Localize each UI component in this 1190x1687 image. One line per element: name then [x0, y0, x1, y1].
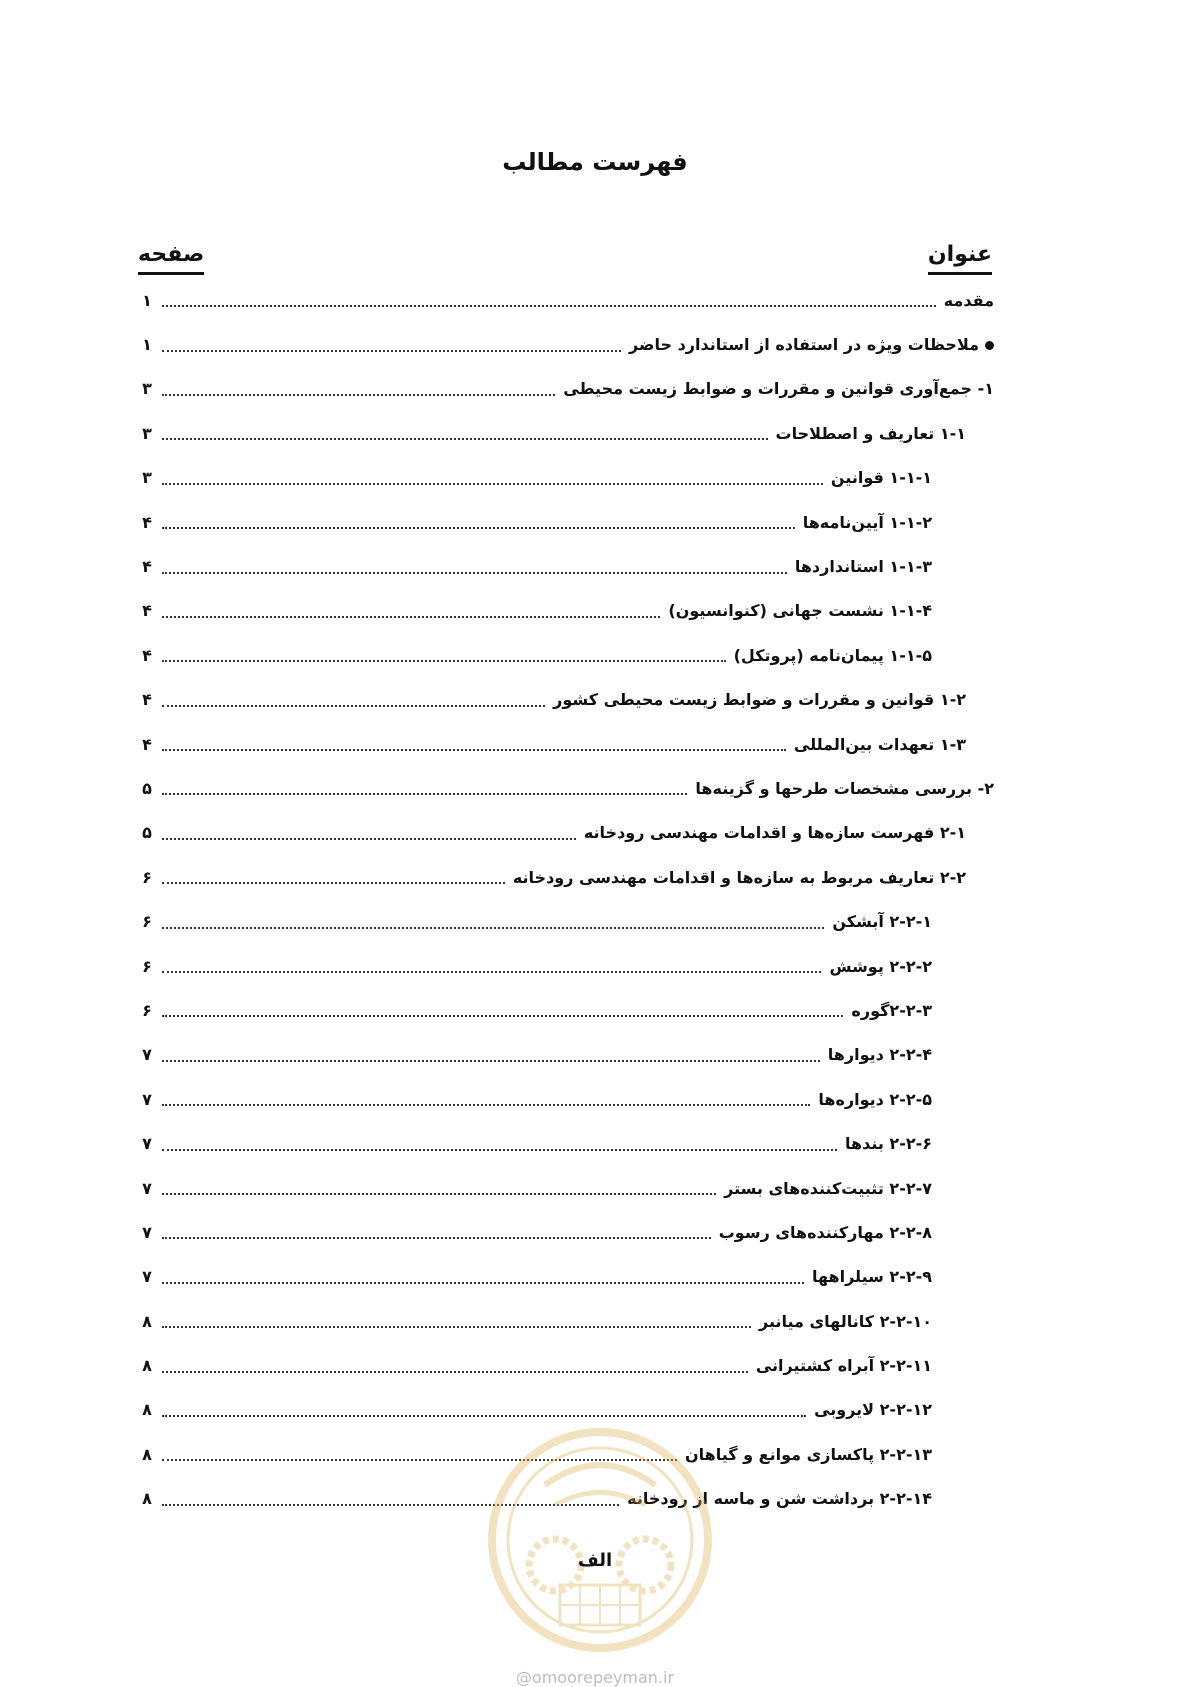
dot-leader: [162, 705, 545, 707]
toc-entry-label: [756, 1356, 932, 1375]
toc-entry-label: [794, 735, 966, 754]
toc-entry-label: [944, 291, 994, 310]
toc-entry-page: ۱: [142, 335, 152, 355]
dot-leader: [162, 749, 786, 751]
toc-entry-page: ۸: [142, 1444, 152, 1464]
toc-entry-page: ۴: [142, 690, 152, 710]
dot-leader: [162, 1149, 837, 1151]
toc-entry-label: [831, 468, 932, 487]
toc-entry: [140, 278, 994, 322]
toc-entry-text: ۲-۲-۴ دیوارها: [827, 1045, 932, 1065]
toc-entry-page: ۴: [142, 645, 152, 665]
toc-entry-page: ۳: [142, 468, 152, 488]
toc-entry-page: ۷: [142, 1045, 152, 1065]
toc-entry-page: ۷: [142, 1222, 152, 1242]
toc-entry-text: ۲-۲-۱۰ کانالهای میانبر: [759, 1311, 932, 1331]
toc-entry-page: ۳: [142, 379, 152, 399]
toc-entry-text: ۲-۲-۱۳ پاکسازی موانع و گیاهان: [684, 1444, 932, 1464]
toc-entry: [140, 456, 994, 500]
toc-entry: [140, 855, 994, 899]
dot-leader: [162, 350, 621, 352]
dot-leader: [162, 1326, 751, 1328]
dot-leader: [162, 616, 660, 618]
dot-leader: [162, 971, 821, 973]
dot-leader: [162, 305, 936, 307]
toc-entry-text: ۲-۲-۸ مهارکننده‌های رسوب: [718, 1222, 932, 1242]
toc-entry-label: [563, 379, 994, 398]
toc-entry-page: ۸: [142, 1489, 152, 1509]
toc-entry: [140, 1033, 994, 1077]
toc-entry-text: ۲-۲-۵ دیواره‌ها: [818, 1089, 932, 1109]
toc-entry: [140, 633, 994, 677]
toc-entry-page: ۶: [142, 867, 152, 887]
toc-entry-label: [812, 1267, 932, 1286]
toc-entry-text: ۱-۱-۱ قوانین: [830, 468, 932, 488]
toc-entry: [140, 589, 994, 633]
toc-entry-label: [814, 1400, 932, 1419]
dot-leader: [162, 1060, 820, 1062]
watermark-url: @omoorepeyman.ir: [515, 1668, 675, 1687]
toc-entry-text: ۲-۲-۷ تثبیت‌کننده‌های بستر: [724, 1178, 932, 1198]
dot-leader: [162, 1415, 806, 1417]
toc-entry-text: ملاحظات ویژه در استفاده از استاندارد حاضر: [629, 335, 979, 355]
toc-entry-label: [832, 912, 932, 931]
dot-leader: [162, 572, 787, 574]
toc-entry-page: ۴: [142, 557, 152, 577]
toc-entry: [140, 367, 994, 411]
toc-entry-page: ۳: [142, 423, 152, 443]
toc-entry-label: [584, 823, 966, 842]
toc-entry-label: [818, 1090, 932, 1109]
toc-entry-page: ۵: [142, 823, 152, 843]
toc-entry: [140, 1255, 994, 1299]
toc-entry-page: ۱: [142, 290, 152, 310]
toc-entry-text: ۲-۲-۱۱ آبراه کشتیرانی: [755, 1356, 932, 1376]
toc-entry: [140, 1077, 994, 1121]
bullet-icon: [985, 341, 994, 350]
toc-entry-text: ۱-۲ قوانین و مقررات و ضوابط زیست محیطی کشور: [553, 690, 966, 710]
toc-entry-page: ۶: [142, 912, 152, 932]
toc-entry-page: ۷: [142, 1178, 152, 1198]
toc-entry: [140, 1121, 994, 1165]
toc-entry-label: [851, 1001, 932, 1020]
toc-entry-text: ۲-۲-۹ سیلراهها: [811, 1267, 932, 1287]
toc-entry: [140, 722, 994, 766]
toc-entry-text: ۲-۲-۶ بندها: [844, 1134, 932, 1154]
dot-leader: [162, 483, 823, 485]
toc-entry: [140, 678, 994, 722]
toc-entry-label: [629, 335, 994, 354]
toc-entry-label: [724, 1179, 932, 1198]
dot-leader: [162, 1282, 804, 1284]
toc-entry: [140, 944, 994, 988]
toc-entry-text: ۲-۲-۱ آبشکن: [832, 912, 932, 932]
toc-entry-label: [668, 601, 932, 620]
publisher-stamp-icon: [485, 1425, 715, 1655]
toc-entry-text: ۱-۱-۵ پیمان‌نامه (پروتکل): [733, 645, 932, 665]
table-of-contents: [140, 278, 994, 1521]
toc-entry-label: [553, 690, 966, 709]
toc-entry: [140, 988, 994, 1032]
dot-leader: [162, 660, 726, 662]
dot-leader: [162, 1237, 711, 1239]
toc-entry-text: ۱- جمع‌آوری قوانین و مقررات و ضوابط زیست محیطی: [563, 379, 994, 399]
dot-leader: [162, 882, 505, 884]
toc-entry-text: ۱-۱-۳ استانداردها: [794, 557, 932, 577]
toc-entry-page: ۸: [142, 1356, 152, 1376]
toc-entry-label: [734, 646, 932, 665]
toc-entry-label: [845, 1134, 932, 1153]
toc-entry-text: ۲-۲-۳گوره: [851, 1000, 932, 1020]
toc-entry-page: ۷: [142, 1267, 152, 1287]
dot-leader: [162, 838, 576, 840]
toc-entry: [140, 1210, 994, 1254]
toc-entry: [140, 899, 994, 943]
toc-entry-page: ۷: [142, 1134, 152, 1154]
toc-entry: [140, 766, 994, 810]
dot-leader: [162, 1015, 843, 1017]
toc-entry-text: ۲-۱ فهرست سازه‌ها و اقدامات مهندسی رودخانه: [583, 823, 966, 843]
toc-entry-text: ۲-۲-۱۴ برداشت شن و ماسه از رودخانه: [627, 1489, 932, 1509]
toc-entry-page: ۴: [142, 601, 152, 621]
toc-entry-page: ۷: [142, 1089, 152, 1109]
dot-leader: [162, 927, 824, 929]
toc-entry-text: ۲-۲ تعاریف مربوط به سازه‌ها و اقدامات مهندسی رودخانه: [512, 867, 966, 887]
toc-entry-text: مقدمه: [943, 290, 994, 310]
toc-entry: [140, 1343, 994, 1387]
toc-entry-page: ۸: [142, 1311, 152, 1331]
toc-entry-label: [759, 1312, 932, 1331]
dot-leader: [162, 793, 687, 795]
toc-entry-page: ۸: [142, 1400, 152, 1420]
toc-entry-text: ۱-۱ تعاریف و اصطلاحات: [775, 423, 966, 443]
toc-entry-page: ۶: [142, 1000, 152, 1020]
toc-entry-label: [695, 779, 994, 798]
toc-entry-label: [513, 868, 966, 887]
toc-entry: [140, 1299, 994, 1343]
dot-leader: [162, 1104, 810, 1106]
toc-entry: [140, 411, 994, 455]
toc-entry-label: [795, 557, 932, 576]
toc-entry-page: ۴: [142, 512, 152, 532]
toc-entry-label: [719, 1223, 932, 1242]
column-header-title: عنوان: [928, 240, 992, 275]
toc-entry-label: [829, 957, 932, 976]
toc-entry-text: ۲-۲-۲ پوشش: [829, 956, 932, 976]
toc-entry: [140, 500, 994, 544]
dot-leader: [162, 1193, 716, 1195]
toc-entry-page: ۴: [142, 734, 152, 754]
page-title: فهرست مطالب: [502, 148, 688, 176]
toc-entry-text: ۱-۱-۴ نشست جهانی (کنوانسیون): [668, 601, 932, 621]
toc-entry-text: ۱-۳ تعهدات بین‌المللی: [793, 734, 966, 754]
toc-entry: [140, 1166, 994, 1210]
toc-entry-text: ۲-۲-۱۲ لایروبی: [814, 1400, 932, 1420]
toc-entry-page: ۶: [142, 956, 152, 976]
toc-entry-label: [685, 1445, 932, 1464]
toc-entry: [140, 544, 994, 588]
dot-leader: [162, 438, 768, 440]
column-header-page: صفحه: [138, 240, 204, 275]
toc-entry-text: ۱-۱-۲ آیین‌نامه‌ها: [802, 512, 932, 532]
toc-entry-label: [776, 424, 966, 443]
toc-entry-page: ۵: [142, 778, 152, 798]
toc-entry: [140, 811, 994, 855]
toc-entry-label: [803, 513, 932, 532]
dot-leader: [162, 1371, 748, 1373]
toc-entry-label: [828, 1045, 932, 1064]
toc-entry: [140, 322, 994, 366]
dot-leader: [162, 527, 795, 529]
toc-entry-text: ۲- بررسی مشخصات طرحها و گزینه‌ها: [695, 778, 994, 798]
page-number-footer: الف: [577, 1550, 613, 1571]
dot-leader: [162, 394, 555, 396]
